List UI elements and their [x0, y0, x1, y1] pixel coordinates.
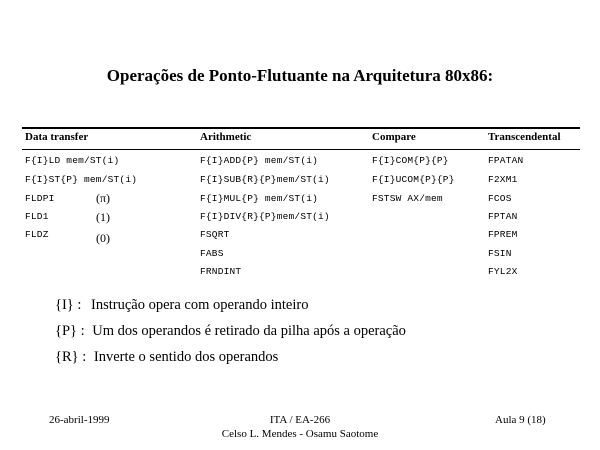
compare-cell: F{I}UCOM{P}{P}: [372, 174, 455, 185]
trans-cell: FCOS: [488, 193, 512, 204]
note-text: Instrução opera com operando inteiro: [91, 297, 309, 313]
trans-cell: FSIN: [488, 248, 512, 259]
arith-cell: FSQRT: [200, 229, 230, 240]
header-rule: [22, 149, 580, 150]
compare-cell: FSTSW AX/mem: [372, 193, 443, 204]
header-data-transfer: Data transfer: [25, 131, 89, 143]
header-compare: Compare: [372, 131, 416, 143]
arith-cell: FRNDINT: [200, 266, 242, 277]
footer-course: ITA / EA-266: [269, 414, 331, 426]
trans-cell: FPREM: [488, 229, 518, 240]
arith-cell: FABS: [200, 248, 224, 259]
note-key: {P} :: [55, 323, 85, 339]
dt-cell: FLDPI: [25, 193, 55, 204]
const-pi: (π): [96, 191, 111, 205]
note-text: Inverte o sentido dos operandos: [93, 349, 279, 365]
footer-page: Aula 9 (18): [495, 414, 546, 426]
header-transcendental: Transcendental: [488, 131, 561, 143]
trans-cell: FYL2X: [488, 266, 518, 277]
note-key: {R} :: [55, 349, 87, 365]
arith-cell: F{I}DIV{R}{P}mem/ST(i): [200, 211, 330, 222]
arith-cell: F{I}ADD{P} mem/ST(i): [200, 155, 319, 166]
note-text: Um dos operandos é retirado da pilha após a operação: [92, 323, 406, 339]
dt-cell: F{I}ST{P} mem/ST(i): [25, 174, 138, 185]
note-reverse: [55, 349, 278, 366]
instruction-table: [22, 127, 580, 284]
dt-cell: FLDZ: [25, 229, 49, 240]
slide-title: Operações de Ponto-Flutuante na Arquitetura 80x86:: [106, 66, 494, 85]
note-key: {I} :: [55, 297, 82, 313]
dt-cell: FLD1: [25, 211, 49, 222]
arith-cell: F{I}MUL{P} mem/ST(i): [200, 193, 319, 204]
trans-cell: FPTAN: [488, 211, 518, 222]
note-integer: [55, 297, 308, 314]
footer-date: 26-abril-1999: [49, 414, 110, 426]
const-zero: (0): [96, 231, 110, 245]
header-arithmetic: Arithmetic: [200, 131, 252, 143]
compare-cell: F{I}COM{P}{P}: [372, 155, 449, 166]
trans-cell: FPATAN: [488, 155, 524, 166]
note-pop: [55, 323, 406, 340]
table-top-rule: [22, 127, 580, 129]
arith-cell: F{I}SUB{R}{P}mem/ST(i): [200, 174, 330, 185]
footer-authors: Celso L. Mendes - Osamu Saotome: [221, 428, 379, 440]
trans-cell: F2XM1: [488, 174, 518, 185]
const-one: (1): [96, 210, 110, 224]
dt-cell: F{I}LD mem/ST(i): [25, 155, 120, 166]
